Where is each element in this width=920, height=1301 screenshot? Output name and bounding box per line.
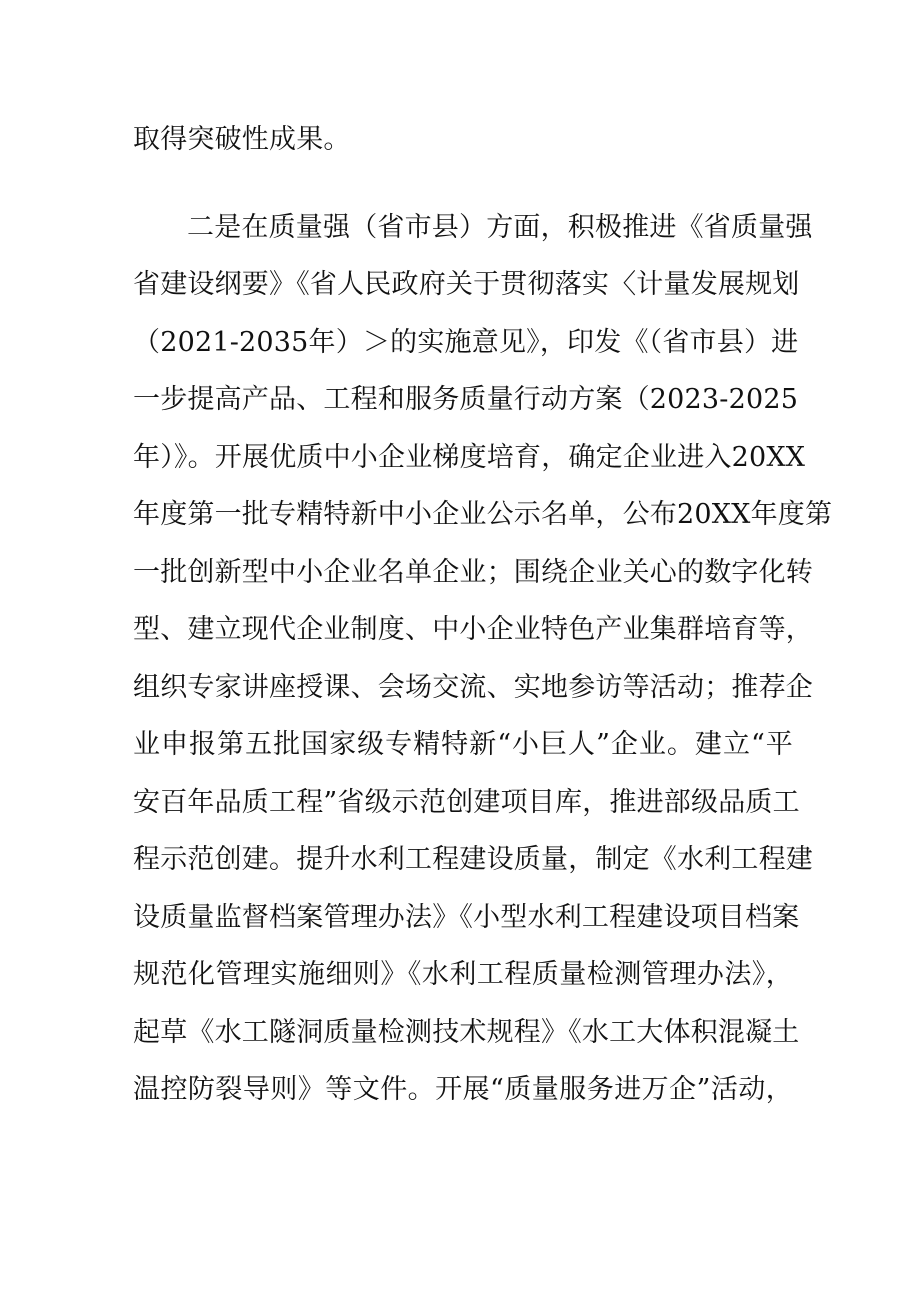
paragraph-line: 起草《水工隧洞质量检测技术规程》《水工大体积混凝土: [133, 1017, 800, 1048]
paragraph-line: 年度第一批专精特新中小企业公示名单，公布20XX年度第: [133, 499, 833, 530]
paragraph-line: 年）》。开展优质中小企业梯度培育，确定企业进入20XX: [133, 442, 806, 473]
paragraph-line: 业申报第五批国家级专精特新“小巨人”企业。建立“平: [133, 729, 793, 760]
paragraph-line: 取得突破性成果。: [133, 124, 351, 155]
paragraph-line: 一批创新型中小企业名单企业；围绕企业关心的数字化转: [133, 557, 813, 588]
paragraph-line: 规范化管理实施细则》《水利工程质量检测管理办法》，: [133, 959, 793, 990]
paragraph-line: 省建设纲要》《省人民政府关于贯彻落实〈计量发展规划: [133, 269, 800, 300]
paragraph-line: 程示范创建。提升水利工程建设质量，制定《水利工程建: [133, 844, 813, 875]
paragraph-line: 型、建立现代企业制度、中小企业特色产业集群培育等，: [133, 614, 813, 645]
paragraph-line: 一步提高产品、工程和服务质量行动方案（2023-2025: [133, 384, 799, 415]
paragraph-line: 安百年品质工程”省级示范创建项目库，推进部级品质工: [133, 787, 800, 818]
paragraph-line: 温控防裂导则》等文件。开展“质量服务进万企”活动，: [133, 1074, 793, 1105]
paragraph-line: 组织专家讲座授课、会场交流、实地参访等活动；推荐企: [133, 672, 813, 703]
paragraph-line: 二是在质量强（省市县）方面，积极推进《省质量强: [187, 212, 813, 243]
paragraph-line: （2021-2035年）＞的实施意见》，印发《（省市县）进: [133, 327, 799, 358]
paragraph-line: 设质量监督档案管理办法》《小型水利工程建设项目档案: [133, 902, 800, 933]
